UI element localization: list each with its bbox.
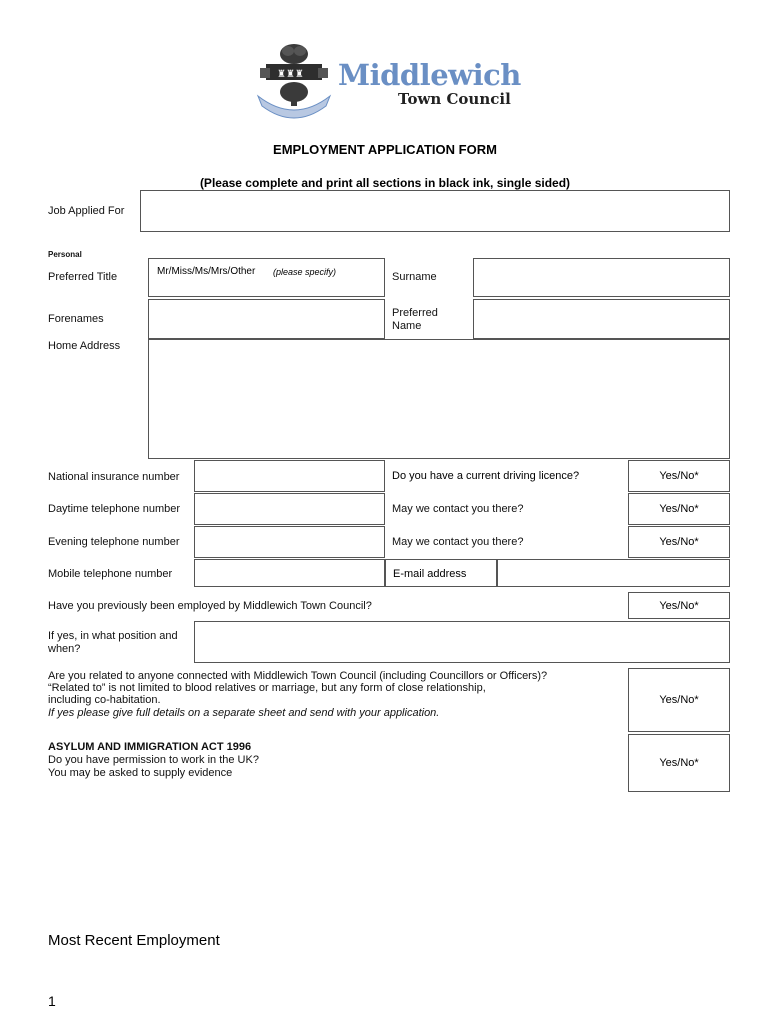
driving-licence-label: Do you have a current driving licence?: [392, 470, 580, 482]
email-field[interactable]: [497, 559, 730, 587]
driving-licence-question-cell: [385, 460, 628, 492]
council-seal-icon: [252, 40, 336, 122]
contact-daytime-label: May we contact you there?: [392, 503, 524, 515]
mobile-tel-label: Mobile telephone number: [48, 568, 173, 580]
job-applied-for-label: Job Applied For: [48, 205, 125, 217]
daytime-tel-label: Daytime telephone number: [48, 503, 181, 515]
most-recent-employment-heading: Most Recent Employment: [48, 932, 220, 949]
preferred-title-hint: Mr/Miss/Ms/Mrs/Other: [157, 266, 256, 277]
forenames-field[interactable]: [148, 299, 385, 339]
asylum-evidence-note: You may be asked to supply evidence: [48, 767, 233, 779]
svg-text:♜♜♜: ♜♜♜: [277, 69, 304, 80]
personal-section-label: Personal: [48, 250, 82, 259]
driving-licence-yes-no[interactable]: Yes/No*: [628, 460, 730, 492]
related-question-line4: If yes please give full details on a separate sheet and send with your application.: [48, 707, 440, 719]
home-address-field[interactable]: [148, 339, 730, 459]
contact-daytime-yes-no[interactable]: Yes/No*: [628, 493, 730, 525]
mobile-tel-field[interactable]: [194, 559, 385, 587]
preferred-name-field[interactable]: [473, 299, 730, 339]
logo-word-town-council: Town Council: [398, 90, 511, 108]
daytime-tel-field[interactable]: [194, 493, 385, 525]
forenames-label: Forenames: [48, 313, 104, 325]
surname-field[interactable]: [473, 258, 730, 297]
contact-evening-label: May we contact you there?: [392, 536, 524, 548]
related-question-line3: including co-habitation.: [48, 694, 161, 706]
related-yes-no[interactable]: Yes/No*: [628, 668, 730, 732]
council-logo: [252, 40, 522, 122]
previously-employed-yes-no[interactable]: Yes/No*: [628, 592, 730, 619]
asylum-heading: ASYLUM AND IMMIGRATION ACT 1996: [48, 741, 252, 753]
form-instructions: (Please complete and print all sections in black ink, single sided): [199, 176, 571, 190]
logo-word-middlewich: Middlewich: [338, 58, 521, 92]
preferred-title-field[interactable]: [148, 258, 385, 297]
home-address-label: Home Address: [48, 340, 121, 352]
related-question-line1: Are you related to anyone connected with Middlewich Town Council (including Councillors or Officers)?: [48, 670, 548, 682]
contact-evening-yes-no[interactable]: Yes/No*: [628, 526, 730, 558]
form-title: EMPLOYMENT APPLICATION FORM: [273, 142, 497, 157]
ni-field[interactable]: [194, 460, 385, 492]
asylum-question: Do you have permission to work in the UK?: [48, 754, 259, 766]
job-applied-for-field[interactable]: [140, 190, 730, 232]
surname-label: Surname: [392, 271, 437, 283]
preferred-name-label-line2: Name: [392, 320, 422, 332]
if-yes-position-label-line2: when?: [48, 643, 81, 655]
ni-label: National insurance number: [48, 471, 180, 483]
preferred-title-label: Preferred Title: [48, 271, 118, 283]
page-number: 1: [48, 993, 56, 1009]
related-question-line2: “Related to” is not limited to blood relatives or marriage, but any form of close relationship,: [48, 682, 486, 694]
asylum-yes-no[interactable]: Yes/No*: [628, 734, 730, 792]
email-label: E-mail address: [393, 568, 467, 580]
email-label-cell: [385, 559, 497, 587]
if-yes-position-label-line1: If yes, in what position and: [48, 630, 178, 642]
evening-tel-label: Evening telephone number: [48, 536, 180, 548]
preferred-name-label-line1: Preferred: [392, 307, 438, 319]
if-yes-position-field[interactable]: [194, 621, 730, 663]
previously-employed-label: Have you previously been employed by Middlewich Town Council?: [48, 600, 372, 612]
preferred-title-hint-italic: (please specify): [273, 267, 337, 277]
evening-tel-field[interactable]: [194, 526, 385, 558]
